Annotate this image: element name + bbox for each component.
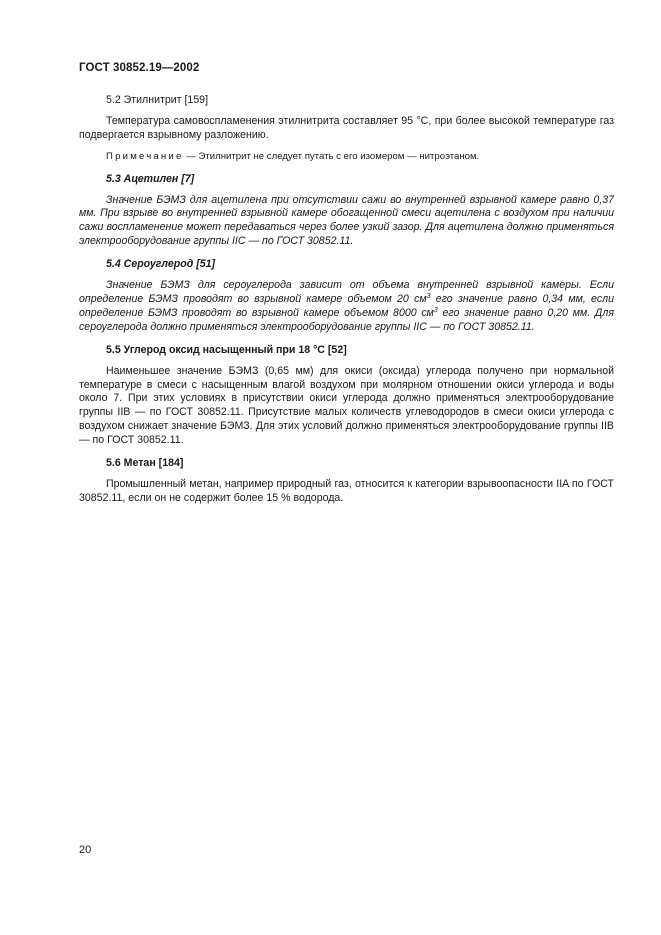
section-5-3-paragraph: Значение БЭМЗ для ацетилена при отсутствии сажи во внутренней взрывной камере равно 0,37 мм. При взрыве во внутренней взрывной камере обогащенной смеси ацетилена с воздухом при наличии сажи воспламенение может передаваться через более узкий зазор. Для ацетилена должно применяться электрооборудование группы IIC — по ГОСТ 30852.11.: [79, 193, 614, 248]
section-5-5-paragraph: Наименьшее значение БЭМЗ (0,65 мм) для окиси (оксида) углерода получено при нормальной температуре в смеси с насыщенным влагой воздухом при молярном отношении окиси углерода и воды около 7. При этих условиях в присутствии окиси углерода должно применяться электрооборудование группы IIB — по ГОСТ 30852.11. Присутствие малых количеств углеводородов в смеси окиси углерода с воздухом снижает значение БЭМЗ. Для этих условий должно применяться электрооборудование группы IIB — по ГОСТ 30852.11.: [79, 364, 614, 447]
note-label: Примечание: [106, 150, 184, 162]
section-5-3-title: 5.3 Ацетилен [7]: [106, 172, 195, 185]
document-body: [79, 94, 614, 506]
superscript-3: 3: [426, 292, 431, 300]
section-5-4-text-b: его значение равно 0,34 мм, если определение БЭМЗ проводят во взрывной камере объемом 8000 см: [79, 292, 614, 319]
section-5-4-text-c: его значение равно 0,20 мм. Для сероуглерода должно применяться электрооборудование группы IIC — по ГОСТ 30852.11.: [79, 306, 614, 333]
section-5-4-text-a: Значение БЭМЗ для сероуглерода зависит от объема внутренней взрывной камеры. Если определение БЭМЗ проводят во взрывной камере объемом 20 см: [79, 279, 614, 305]
section-5-4-title: 5.4 Сероуглерод [51]: [106, 258, 216, 271]
section-5-2-title: 5.2 Этилнитрит [159]: [106, 94, 209, 106]
section-5-4-paragraph: [79, 279, 614, 335]
section-5-6-title: 5.6 Метан [184]: [106, 457, 184, 470]
note-text: — Этилнитрит не следует путать с его изомером — нитроэтаном.: [183, 150, 480, 162]
section-5-6-paragraph: Промышленный метан, например природный газ, относится к категории взрывоопасности IIA по ГОСТ 30852.11, если он не содержит более 15 % водорода.: [79, 477, 614, 504]
document-header: ГОСТ 30852.19—2002: [79, 62, 200, 74]
superscript-3: 3: [433, 306, 438, 314]
page-number: 20: [79, 844, 92, 856]
section-5-2-note: [79, 150, 614, 164]
section-5-5-title: 5.5 Углерод оксид насыщенный при 18 °С [52]: [106, 343, 347, 356]
section-5-2-paragraph: Температура самовоспламенения этилнитрита составляет 95 °С, при более высокой температуре газ подвергается взрывному разложению.: [79, 114, 614, 141]
